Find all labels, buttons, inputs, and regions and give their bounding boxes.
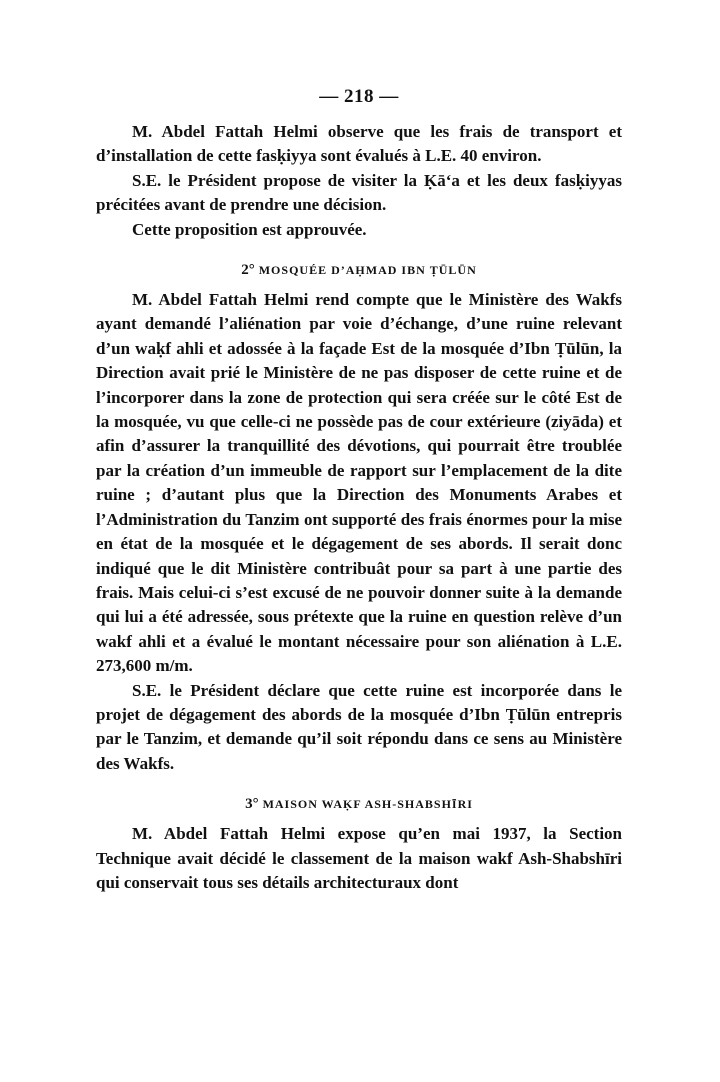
paragraph-president-declaration: S.E. le Président déclare que cette ruine est incorporée dans le projet de dégagement des abords de la mosquée d’Ibn Ṭūlūn entrepris par le Tanzim, et demande qu’il soit répondu dans ce sens au Ministère des Wakfs. xyxy=(96,680,622,773)
section-title-text: MAISON WAḲF ASH-SHABSHĪRI xyxy=(262,797,473,812)
paragraph-president-proposal: S.E. le Président propose de visiter la Ḳā‘a et les deux fasḳiyyas précitées avant de prendre une décision. xyxy=(96,170,622,215)
page-number: — 218 — xyxy=(319,86,399,107)
section-heading-ibn-tulun xyxy=(96,260,622,280)
paragraph-shabshiri-house: M. Abdel Fattah Helmi expose qu’en mai 1937, la Section Technique avait décidé le classement de la maison wakf Ash-Shabshīri qui conservait tous ses détails architecturaux dont xyxy=(96,824,622,892)
section-number: 2° xyxy=(241,262,255,279)
section-number: 3° xyxy=(245,796,259,813)
section-title-text: MOSQUÉE D’AḤMAD IBN ṬŪLŪN xyxy=(258,263,477,278)
paragraph-ibn-tulun-ruin: M. Abdel Fattah Helmi rend compte que le Ministère des Wakfs ayant demandé l’aliénation par voie d’échange, d’une ruine relevant d’un waḳf ahli et adossée à la façade Est de la mosquée d’Ibn Ṭūlūn, la Direction avait prié le Ministère de ne pas disposer de cette ruine et de l’incorporer dans la zone de protection qui sera créée sur le côté Est de la mosquée, vu que celle-ci ne possède pas de cour extérieure (ziyāda) et afin d’assurer la tranquillité des dévotions, qui pourrait être troublée par la création d’un immeuble de rapport sur l’emplacement de la dite ruine ; d’autant plus que la Direction des Monuments Arabes et l’Administration du Tanzim ont supporté des frais énormes pour la mise en état de la mosquée et le dégagement de ses abords. Il serait donc indiqué que le dit Ministère contribuât pour sa part à une partie des frais. Mais celui-ci s’est excusé de ne pouvoir donner suite à la demande qui lui a été adressée, sous prétexte que la ruine en question relève d’un wakf ahli et a évalué le montant nécessaire pour son aliénation à L.E. 273,600 m/m. xyxy=(96,290,622,676)
document-page xyxy=(96,86,622,895)
paragraph-transport-costs: M. Abdel Fattah Helmi observe que les frais de transport et d’installation de cette fasḳiyya sont évalués à L.E. 40 environ. xyxy=(96,122,622,166)
paragraph-approval: Cette proposition est approuvée. xyxy=(132,219,367,239)
section-heading-shabshiri xyxy=(96,794,622,814)
